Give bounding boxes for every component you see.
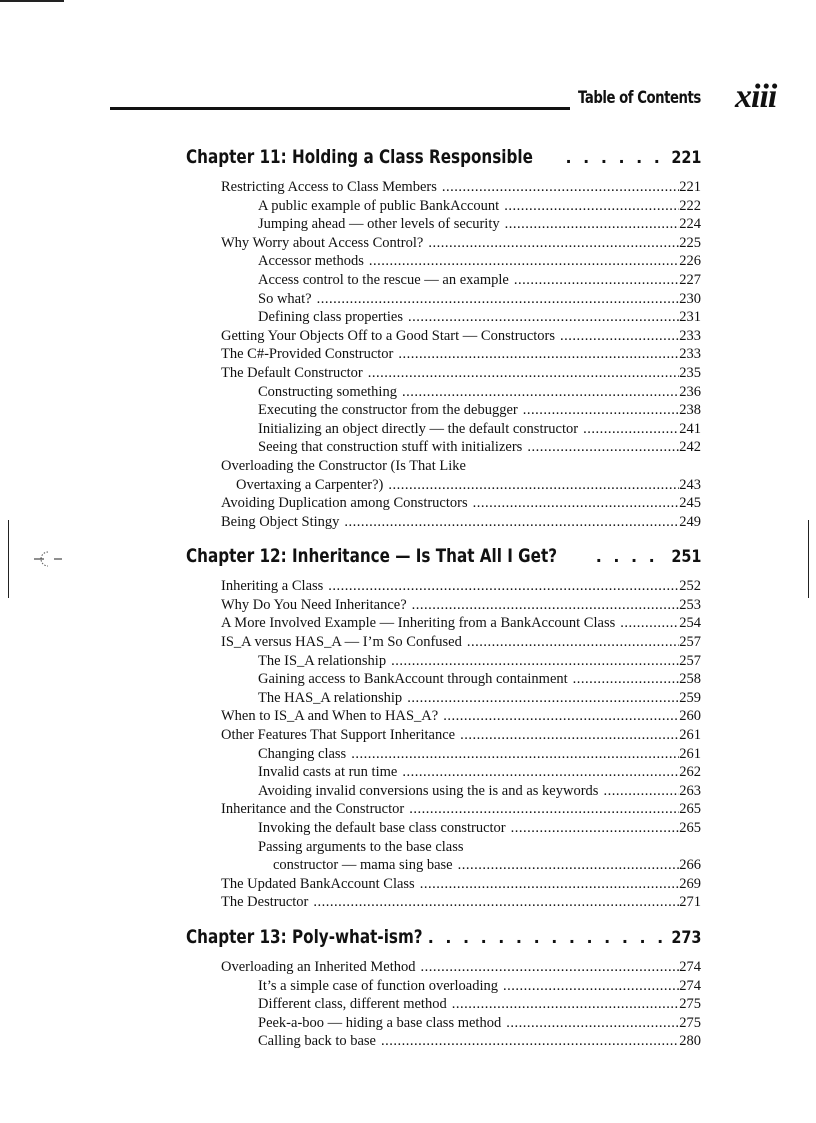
entry-title: Other Features That Support Inheritance <box>221 727 456 744</box>
entry-page-number: 261 <box>679 745 701 762</box>
entry-title: Restricting Access to Class Members <box>221 179 437 195</box>
entry-page-number: 274 <box>679 977 701 994</box>
dot-leader <box>578 547 666 566</box>
dot-leader <box>447 995 680 1014</box>
dot-leader <box>423 234 679 253</box>
toc-entry <box>186 345 701 364</box>
dot-leader <box>501 1014 679 1033</box>
entry-title: It’s a simple case of function overloading <box>258 977 498 994</box>
dot-leader <box>397 763 679 782</box>
entry-title: Different class, different method <box>258 996 447 1013</box>
dot-leader <box>402 689 679 708</box>
entry-page-number: 262 <box>679 764 701 781</box>
entry-title: Jumping ahead — other levels of security <box>258 216 500 233</box>
dot-leader <box>364 252 679 271</box>
running-header-title: Table of Contents <box>578 88 701 108</box>
entry-title: The Updated BankAccount Class <box>221 875 415 892</box>
entry-page-number: 253 <box>679 596 701 613</box>
dot-leader <box>509 271 679 290</box>
entry-title: constructor — mama sing base <box>273 857 453 874</box>
toc-entry <box>186 383 701 402</box>
toc-entry <box>186 327 701 346</box>
entry-page-number: 265 <box>679 801 701 818</box>
entry-page-number: 225 <box>679 234 701 251</box>
entry-title: Gaining access to BankAccount through containment <box>258 671 568 688</box>
entry-page-number: 275 <box>679 1014 701 1031</box>
dot-leader <box>346 745 679 764</box>
entry-title: The Destructor <box>221 894 309 911</box>
toc-entry <box>186 856 701 875</box>
entry-page-number: 257 <box>679 652 701 669</box>
toc-entry <box>186 689 701 708</box>
entry-title: Overloading an Inherited Method <box>221 958 416 975</box>
dot-leader <box>498 977 679 996</box>
toc-entry <box>186 875 701 894</box>
crop-mark-left <box>8 520 9 598</box>
toc-entry <box>186 476 701 495</box>
toc-entry <box>186 252 701 271</box>
toc-entry <box>186 197 701 216</box>
chapter-heading <box>186 545 701 573</box>
entry-title: Seeing that construction stuff with initializers <box>258 439 523 456</box>
entry-title: Initializing an object directly — the default constructor <box>258 420 579 437</box>
entry-page-number: 233 <box>679 327 701 344</box>
toc-entry <box>186 893 701 912</box>
entry-title: Why Worry about Access Control? <box>221 234 424 251</box>
toc-entry <box>186 513 701 532</box>
entry-title: The C#-Provided Constructor <box>221 346 394 363</box>
page-number: xiii <box>735 78 777 115</box>
dot-leader <box>407 596 680 615</box>
dot-leader <box>363 364 680 383</box>
table-of-contents <box>186 146 701 1057</box>
entry-title: Accessor methods <box>258 253 364 270</box>
dot-leader <box>386 652 679 671</box>
dot-leader <box>455 726 679 745</box>
dot-leader <box>397 383 679 402</box>
toc-entry <box>186 652 701 671</box>
toc-entry <box>186 800 701 819</box>
entry-title: Changing class <box>258 745 347 762</box>
entry-page-number: 233 <box>679 346 701 363</box>
dot-leader <box>615 614 679 633</box>
entry-title: Executing the constructor from the debugger <box>258 402 518 419</box>
entry-page-number: 265 <box>679 820 701 836</box>
entry-page-number: 224 <box>679 216 701 233</box>
dot-leader <box>578 420 679 439</box>
entry-page-number: 221 <box>679 179 701 195</box>
toc-entry <box>186 271 701 290</box>
toc-entry <box>186 1014 701 1033</box>
chapter-title: Chapter 11: Holding a Class Responsible <box>186 146 533 168</box>
toc-entry <box>186 670 701 689</box>
toc-entry <box>186 782 701 801</box>
entry-page-number: 269 <box>679 875 701 892</box>
dot-leader <box>410 928 666 947</box>
entry-title: Peek-a-boo — hiding a base class method <box>258 1014 502 1031</box>
entry-page-number: 230 <box>679 290 701 307</box>
entry-page-number: 222 <box>679 197 701 214</box>
entry-title: IS_A versus HAS_A — I’m So Confused <box>221 634 462 651</box>
toc-entry <box>186 438 701 457</box>
dot-leader <box>522 438 679 457</box>
toc-entry <box>186 494 701 513</box>
chapter-page-number: 273 <box>670 927 701 948</box>
header-rule <box>110 107 570 110</box>
toc-entry <box>186 745 701 764</box>
entry-page-number: 280 <box>679 1033 701 1050</box>
toc-entry <box>186 958 701 977</box>
dot-leader <box>437 178 679 197</box>
toc-entry <box>186 995 701 1014</box>
dot-leader <box>506 819 680 838</box>
entry-title: Being Object Stingy <box>221 513 340 530</box>
toc-entry <box>186 707 701 726</box>
entry-page-number: 252 <box>679 578 701 595</box>
entry-title: Overtaxing a Carpenter?) <box>236 476 384 493</box>
dot-leader <box>404 800 679 819</box>
dot-leader <box>453 856 680 875</box>
dot-leader <box>403 308 679 327</box>
toc-entry <box>186 596 701 615</box>
entry-page-number: 275 <box>679 996 701 1013</box>
entry-title: Inheritance and the Constructor <box>221 801 405 818</box>
toc-entry <box>186 308 701 327</box>
chapter-heading <box>186 146 701 174</box>
crop-mark-top <box>0 0 64 2</box>
dot-leader <box>462 633 679 652</box>
toc-entry <box>186 420 701 439</box>
entry-title: Avoiding invalid conversions using the is and as keywords <box>258 782 599 799</box>
entry-page-number: 263 <box>679 782 701 799</box>
entry-page-number: 226 <box>679 253 701 270</box>
dot-leader <box>393 345 679 364</box>
entry-title: Why Do You Need Inheritance? <box>221 596 407 613</box>
entry-title: Invoking the default base class constructor <box>258 820 506 836</box>
dot-leader <box>468 494 680 513</box>
entry-title: So what? <box>258 290 312 307</box>
dot-leader <box>499 197 679 216</box>
entry-page-number: 245 <box>679 495 701 512</box>
entry-title: The IS_A relationship <box>258 652 387 669</box>
entry-page-number: 241 <box>679 420 701 437</box>
dot-leader <box>555 327 679 346</box>
toc-entry <box>186 234 701 253</box>
entry-list <box>186 958 701 1051</box>
entry-title: Passing arguments to the base class <box>258 838 464 855</box>
entry-title: When to IS_A and When to HAS_A? <box>221 708 439 725</box>
entry-title: Avoiding Duplication among Constructors <box>221 495 468 512</box>
chapter-page-number: 221 <box>670 148 701 168</box>
dot-leader <box>415 958 679 977</box>
registration-mark-icon <box>28 548 64 570</box>
entry-page-number: 266 <box>679 857 701 874</box>
chapter-page-number: 251 <box>670 547 701 568</box>
entry-title: Getting Your Objects Off to a Good Start — Constructors <box>221 327 556 344</box>
dot-leader <box>323 577 679 596</box>
entry-page-number: 271 <box>679 894 701 911</box>
entry-list <box>186 577 701 912</box>
entry-title: The HAS_A relationship <box>258 689 403 706</box>
entry-title: Access control to the rescue — an example <box>258 271 509 288</box>
chapter-title: Chapter 12: Inheritance — Is That All I Get? <box>186 545 558 568</box>
dot-leader <box>500 215 680 234</box>
entry-title: The Default Constructor <box>221 364 363 381</box>
entry-page-number: 227 <box>679 271 701 288</box>
dot-leader <box>518 401 680 420</box>
toc-entry <box>186 726 701 745</box>
entry-page-number: 254 <box>679 615 701 632</box>
toc-entry <box>186 977 701 996</box>
dot-leader <box>339 513 679 532</box>
entry-list <box>186 178 701 531</box>
entry-page-number: 258 <box>679 671 701 688</box>
entry-page-number: 242 <box>679 439 701 456</box>
entry-page-number: 259 <box>679 689 701 706</box>
toc-entry <box>186 763 701 782</box>
toc-entry <box>186 364 701 383</box>
toc-entry <box>186 633 701 652</box>
dot-leader <box>548 148 666 167</box>
entry-page-number: 231 <box>679 309 701 326</box>
dot-leader <box>312 290 680 309</box>
toc-entry <box>186 577 701 596</box>
entry-title: Calling back to base <box>258 1033 376 1050</box>
toc-entry <box>186 178 701 197</box>
dot-leader <box>308 893 679 912</box>
entry-page-number: 257 <box>679 634 701 651</box>
entry-page-number: 249 <box>679 513 701 530</box>
toc-entry <box>186 215 701 234</box>
entry-title: A public example of public BankAccount <box>258 197 500 214</box>
entry-page-number: 274 <box>679 958 701 975</box>
entry-title: Invalid casts at run time <box>258 764 398 781</box>
toc-entry <box>186 819 701 838</box>
entry-page-number: 238 <box>679 402 701 419</box>
toc-entry <box>186 457 701 476</box>
entry-title: Constructing something <box>258 383 397 400</box>
toc-entry <box>186 1032 701 1051</box>
entry-title: A More Involved Example — Inheriting from a BankAccount Class <box>221 615 616 632</box>
toc-entry <box>186 290 701 309</box>
entry-page-number: 261 <box>679 727 701 744</box>
dot-leader <box>568 670 680 689</box>
entry-page-number: 260 <box>679 708 701 725</box>
entry-page-number: 235 <box>679 364 701 381</box>
dot-leader <box>438 707 679 726</box>
toc-entry <box>186 401 701 420</box>
chapter-heading <box>186 926 701 954</box>
toc-entry <box>186 838 701 857</box>
entry-title: Defining class properties <box>258 309 403 326</box>
entry-page-number: 243 <box>679 476 701 493</box>
dot-leader <box>598 782 679 801</box>
entry-title: Overloading the Constructor (Is That Like <box>221 457 466 474</box>
entry-page-number: 236 <box>679 383 701 400</box>
toc-entry <box>186 614 701 633</box>
dot-leader <box>415 875 680 894</box>
chapter-title: Chapter 13: Poly-what-ism? <box>186 925 423 948</box>
crop-mark-right <box>808 520 809 598</box>
entry-title: Inheriting a Class <box>221 578 324 595</box>
dot-leader <box>376 1032 679 1051</box>
dot-leader <box>383 476 679 495</box>
